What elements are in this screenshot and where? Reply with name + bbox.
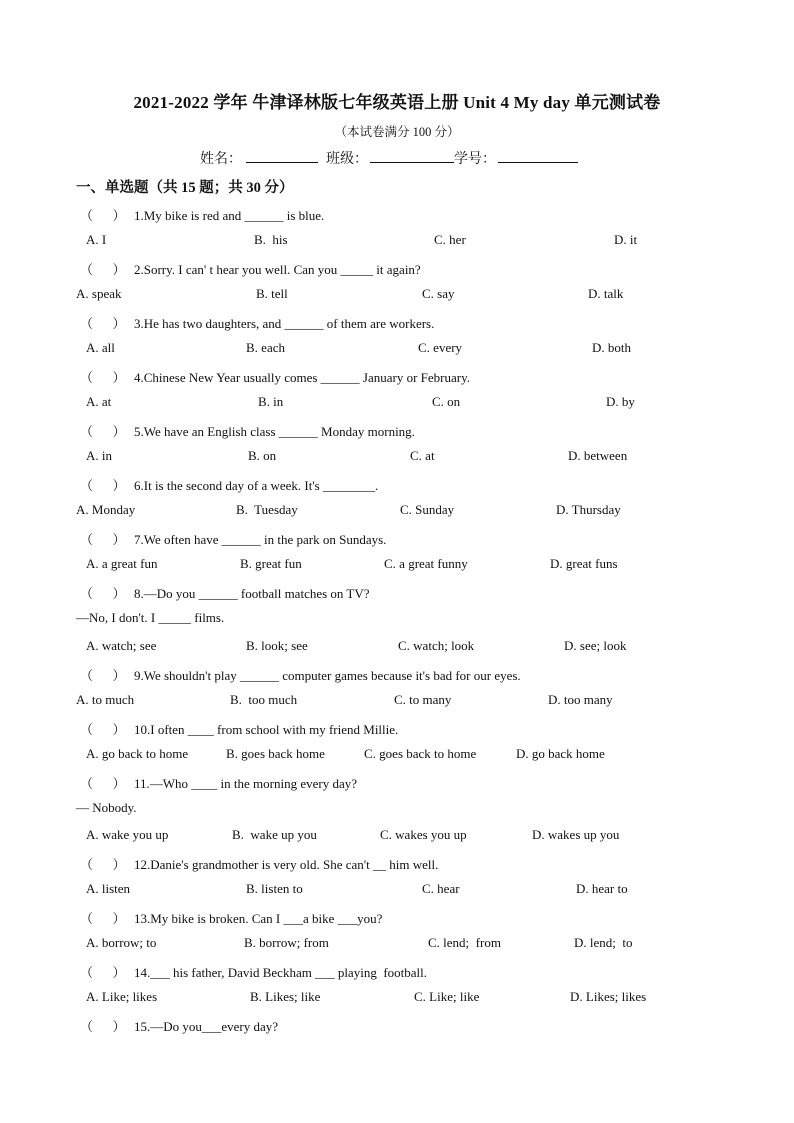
- option-b: B. each: [246, 340, 285, 355]
- option-d: D. Thursday: [556, 502, 621, 517]
- option-c: C. Sunday: [400, 502, 455, 517]
- option-b: B. tell: [256, 286, 288, 301]
- option-d: D. see; look: [564, 638, 627, 653]
- question-text: 1.My bike is red and ______ is blue.: [134, 208, 325, 223]
- option-a: A. go back to home: [86, 746, 189, 761]
- question-10: [80, 719, 398, 738]
- id-blank[interactable]: [498, 148, 578, 163]
- option-c: C. wakes you up: [380, 827, 467, 842]
- option-d: D. wakes up you: [532, 827, 620, 842]
- option-a: A. Like; likes: [86, 989, 158, 1004]
- answer-paren[interactable]: （ ）: [80, 316, 126, 331]
- question-text: 12.Danie's grandmother is very old. She can't __ him well.: [134, 857, 439, 872]
- answer-paren[interactable]: （ ）: [80, 208, 126, 223]
- answer-paren[interactable]: （ ）: [80, 478, 126, 493]
- option-c: C. a great funny: [384, 556, 468, 571]
- question-text: 2.Sorry. I can' t hear you well. Can you _____ it again?: [134, 262, 421, 277]
- option-b: B. great fun: [240, 556, 302, 571]
- option-d: D. too many: [548, 692, 613, 707]
- option-c: C. hear: [422, 881, 460, 896]
- option-c: C. say: [422, 286, 455, 301]
- option-a: A. watch; see: [86, 638, 157, 653]
- option-b: B. too much: [230, 692, 298, 707]
- answer-paren[interactable]: （ ）: [80, 424, 126, 439]
- option-b: B. wake up you: [232, 827, 317, 842]
- answer-paren[interactable]: （ ）: [80, 532, 126, 547]
- question-6: [80, 475, 378, 494]
- option-c: C. on: [432, 394, 461, 409]
- answer-paren[interactable]: （ ）: [80, 857, 126, 872]
- answer-paren[interactable]: （ ）: [80, 776, 126, 791]
- question-text: 14.___ his father, David Beckham ___ playing football.: [134, 965, 428, 980]
- option-b: B. his: [254, 232, 288, 247]
- question-11: [80, 773, 357, 792]
- option-b: B. goes back home: [226, 746, 325, 761]
- option-c: C. Like; like: [414, 989, 480, 1004]
- question-continuation: — Nobody.: [76, 800, 137, 815]
- question-3: [80, 313, 434, 332]
- question-2: [80, 259, 421, 278]
- option-a: A. Monday: [76, 502, 136, 517]
- question-text: 5.We have an English class ______ Monday morning.: [134, 424, 415, 439]
- option-a: A. at: [86, 394, 112, 409]
- question-15: [80, 1016, 278, 1035]
- answer-paren[interactable]: （ ）: [80, 1019, 126, 1034]
- question-text: 3.He has two daughters, and ______ of them are workers.: [134, 316, 435, 331]
- option-b: B. borrow; from: [244, 935, 329, 950]
- option-a: A. all: [86, 340, 115, 355]
- option-a: A. in: [86, 448, 112, 463]
- question-text: 4.Chinese New Year usually comes ______ January or February.: [134, 370, 471, 385]
- option-a: A. a great fun: [86, 556, 158, 571]
- option-d: D. lend; to: [574, 935, 633, 950]
- question-5: [80, 421, 415, 440]
- question-continuation: —No, I don't. I _____ films.: [76, 610, 225, 625]
- option-c: C. watch; look: [398, 638, 475, 653]
- question-text: 6.It is the second day of a week. It's ________.: [134, 478, 379, 493]
- option-c: C. at: [410, 448, 435, 463]
- answer-paren[interactable]: （ ）: [80, 262, 126, 277]
- option-a: A. wake you up: [86, 827, 169, 842]
- option-b: B. Likes; like: [250, 989, 321, 1004]
- option-d: D. it: [614, 232, 638, 247]
- question-14: [80, 962, 427, 981]
- question-13: [80, 908, 382, 927]
- option-c: C. to many: [394, 692, 452, 707]
- question-text: 10.I often ____ from school with my friend Millie.: [134, 722, 399, 737]
- option-c: C. every: [418, 340, 463, 355]
- option-b: B. listen to: [246, 881, 303, 896]
- option-a: A. to much: [76, 692, 135, 707]
- page-title: 2021-2022 学年 牛津译林版七年级英语上册 Unit 4 My day 单元测试卷: [133, 93, 661, 112]
- answer-paren[interactable]: （ ）: [80, 586, 126, 601]
- question-7: [80, 529, 386, 548]
- option-a: A. I: [86, 232, 107, 247]
- class-blank[interactable]: [370, 148, 454, 163]
- option-d: D. go back home: [516, 746, 605, 761]
- student-info-row: [200, 148, 578, 168]
- question-text: 11.—Who ____ in the morning every day?: [134, 776, 357, 791]
- option-d: D. hear to: [576, 881, 628, 896]
- answer-paren[interactable]: （ ）: [80, 911, 126, 926]
- option-a: A. speak: [76, 286, 122, 301]
- option-b: B. in: [258, 394, 284, 409]
- option-d: D. by: [606, 394, 635, 409]
- option-b: B. on: [248, 448, 277, 463]
- question-4: [80, 367, 470, 386]
- answer-paren[interactable]: （ ）: [80, 370, 126, 385]
- answer-paren[interactable]: （ ）: [80, 722, 126, 737]
- option-d: D. talk: [588, 286, 624, 301]
- answer-paren[interactable]: （ ）: [80, 668, 126, 683]
- option-d: D. both: [592, 340, 631, 355]
- name-label: 姓名：: [200, 152, 242, 167]
- option-d: D. between: [568, 448, 628, 463]
- question-8: [80, 583, 370, 602]
- page-subtitle: （本试卷满分 100 分）: [334, 125, 460, 139]
- question-text: 7.We often have ______ in the park on Sundays.: [134, 532, 387, 547]
- section-title: 一、单选题（共 15 题；共 30 分）: [76, 180, 294, 196]
- option-b: B. Tuesday: [236, 502, 298, 517]
- option-d: D. great funs: [550, 556, 618, 571]
- option-b: B. look; see: [246, 638, 308, 653]
- option-d: D. Likes; likes: [570, 989, 647, 1004]
- question-1: [80, 205, 324, 224]
- question-12: [80, 854, 438, 873]
- answer-paren[interactable]: （ ）: [80, 965, 126, 980]
- question-text: 13.My bike is broken. Can I ___a bike ___you?: [134, 911, 383, 926]
- option-c: C. goes back to home: [364, 746, 477, 761]
- option-c: C. lend; from: [428, 935, 501, 950]
- question-text: 8.—Do you ______ football matches on TV?: [134, 586, 370, 601]
- question-9: [80, 665, 521, 684]
- id-label: 学号：: [454, 152, 496, 167]
- question-text: 9.We shouldn't play ______ computer games because it's bad for our eyes.: [134, 668, 521, 683]
- class-label: 班级：: [326, 152, 368, 167]
- option-c: C. her: [434, 232, 466, 247]
- name-blank[interactable]: [246, 148, 318, 163]
- option-a: A. borrow; to: [86, 935, 157, 950]
- question-text: 15.—Do you___every day?: [134, 1019, 279, 1034]
- option-a: A. listen: [86, 881, 131, 896]
